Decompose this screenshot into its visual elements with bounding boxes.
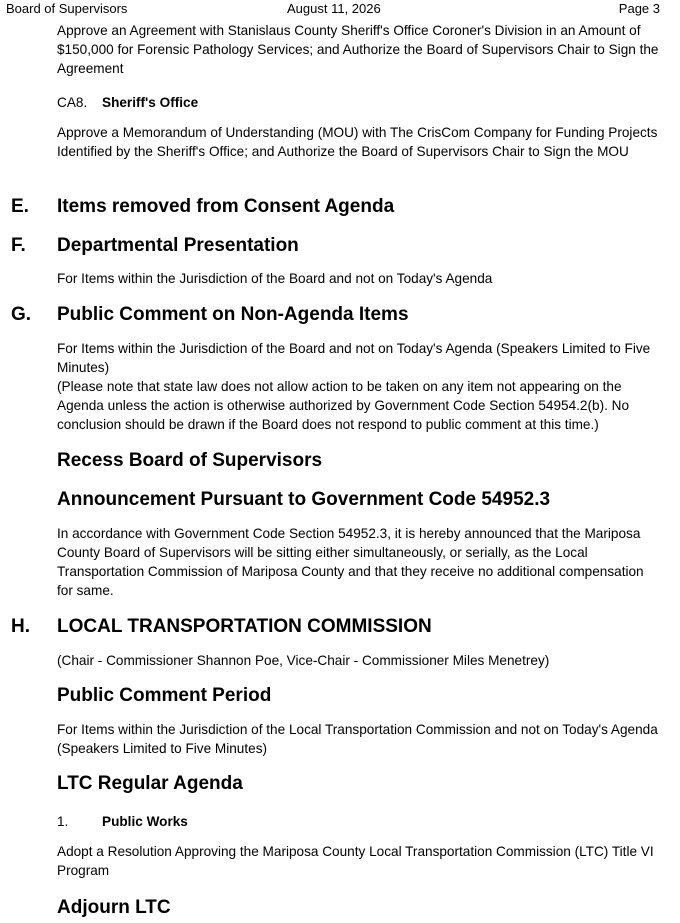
- announcement-title: Announcement Pursuant to Government Code 54952.3: [57, 489, 551, 510]
- ca8-heading: [57, 93, 198, 112]
- section-g-text: For Items within the Jurisdiction of the Board and not on Today's Agenda (Speakers Limited to Five Minutes): [57, 341, 651, 375]
- ltc-item-heading: [57, 812, 188, 831]
- ca7-description: Approve an Agreement with Stanislaus County Sheriff's Office Coroner's Division in an Amount of $150,000 for Forensic Pathology Services; and Authorize the Board of Supervisors Chair to Sign the Agreement: [57, 23, 659, 76]
- section-g-note: (Please note that state law does not allow action to be taken on any item not appearing on the Agenda unless the action is otherwise authorized by Government Code Section 54954.2(b). No conclusion should be drawn if the Board does not respond to public comment at this time.): [57, 379, 630, 432]
- public-comment-period-title: Public Comment Period: [57, 685, 272, 706]
- ltc-item-description: Adopt a Resolution Approving the Mariposa County Local Transportation Commission (LTC) Title VI Program: [57, 844, 654, 878]
- section-g-letter: G.: [11, 304, 32, 325]
- public-comment-period-text: For Items within the Jurisdiction of the Local Transportation Commission and not on Today's Agenda (Speakers Limited to Five Minutes): [57, 722, 658, 756]
- section-f-title: Departmental Presentation: [57, 235, 299, 256]
- ltc-item-number: 1.: [57, 814, 69, 829]
- ca8-number: CA8.: [57, 95, 88, 110]
- ca8-description: Approve a Memorandum of Understanding (MOU) with The CrisCom Company for Funding Projects Identified by the Sheriff's Office; and Authorize the Board of Supervisors Chair to Sign the MOU: [57, 125, 658, 159]
- section-f-text: For Items within the Jurisdiction of the Board and not on Today's Agenda: [57, 271, 493, 286]
- section-h-letter: H.: [11, 616, 30, 637]
- header-board-name: Board of Supervisors: [6, 1, 128, 16]
- header-date: August 11, 2026: [287, 1, 381, 16]
- running-header: [0, 0, 680, 18]
- recess-title: Recess Board of Supervisors: [57, 450, 323, 471]
- section-g-title: Public Comment on Non-Agenda Items: [57, 304, 409, 325]
- section-f-letter: F.: [11, 235, 26, 256]
- ltc-item-title: Public Works: [102, 814, 188, 829]
- header-page-number: Page 3: [618, 1, 660, 16]
- section-h-text: (Chair - Commissioner Shannon Poe, Vice-Chair - Commissioner Miles Menetrey): [57, 653, 550, 668]
- section-e-letter: E.: [11, 196, 29, 217]
- adjourn-title: Adjourn LTC: [57, 897, 171, 918]
- section-e-title: Items removed from Consent Agenda: [57, 196, 395, 217]
- ca8-title: Sheriff's Office: [102, 95, 199, 110]
- section-h-title: LOCAL TRANSPORTATION COMMISSION: [57, 616, 432, 637]
- announcement-text: In accordance with Government Code Section 54952.3, it is hereby announced that the Mariposa County Board of Supervisors will be sitting either simultaneously, or serially, as the Local Transportation Commission of Mariposa County and that they receive no additional compensation for same.: [57, 526, 644, 598]
- ltc-regular-agenda-title: LTC Regular Agenda: [57, 773, 243, 794]
